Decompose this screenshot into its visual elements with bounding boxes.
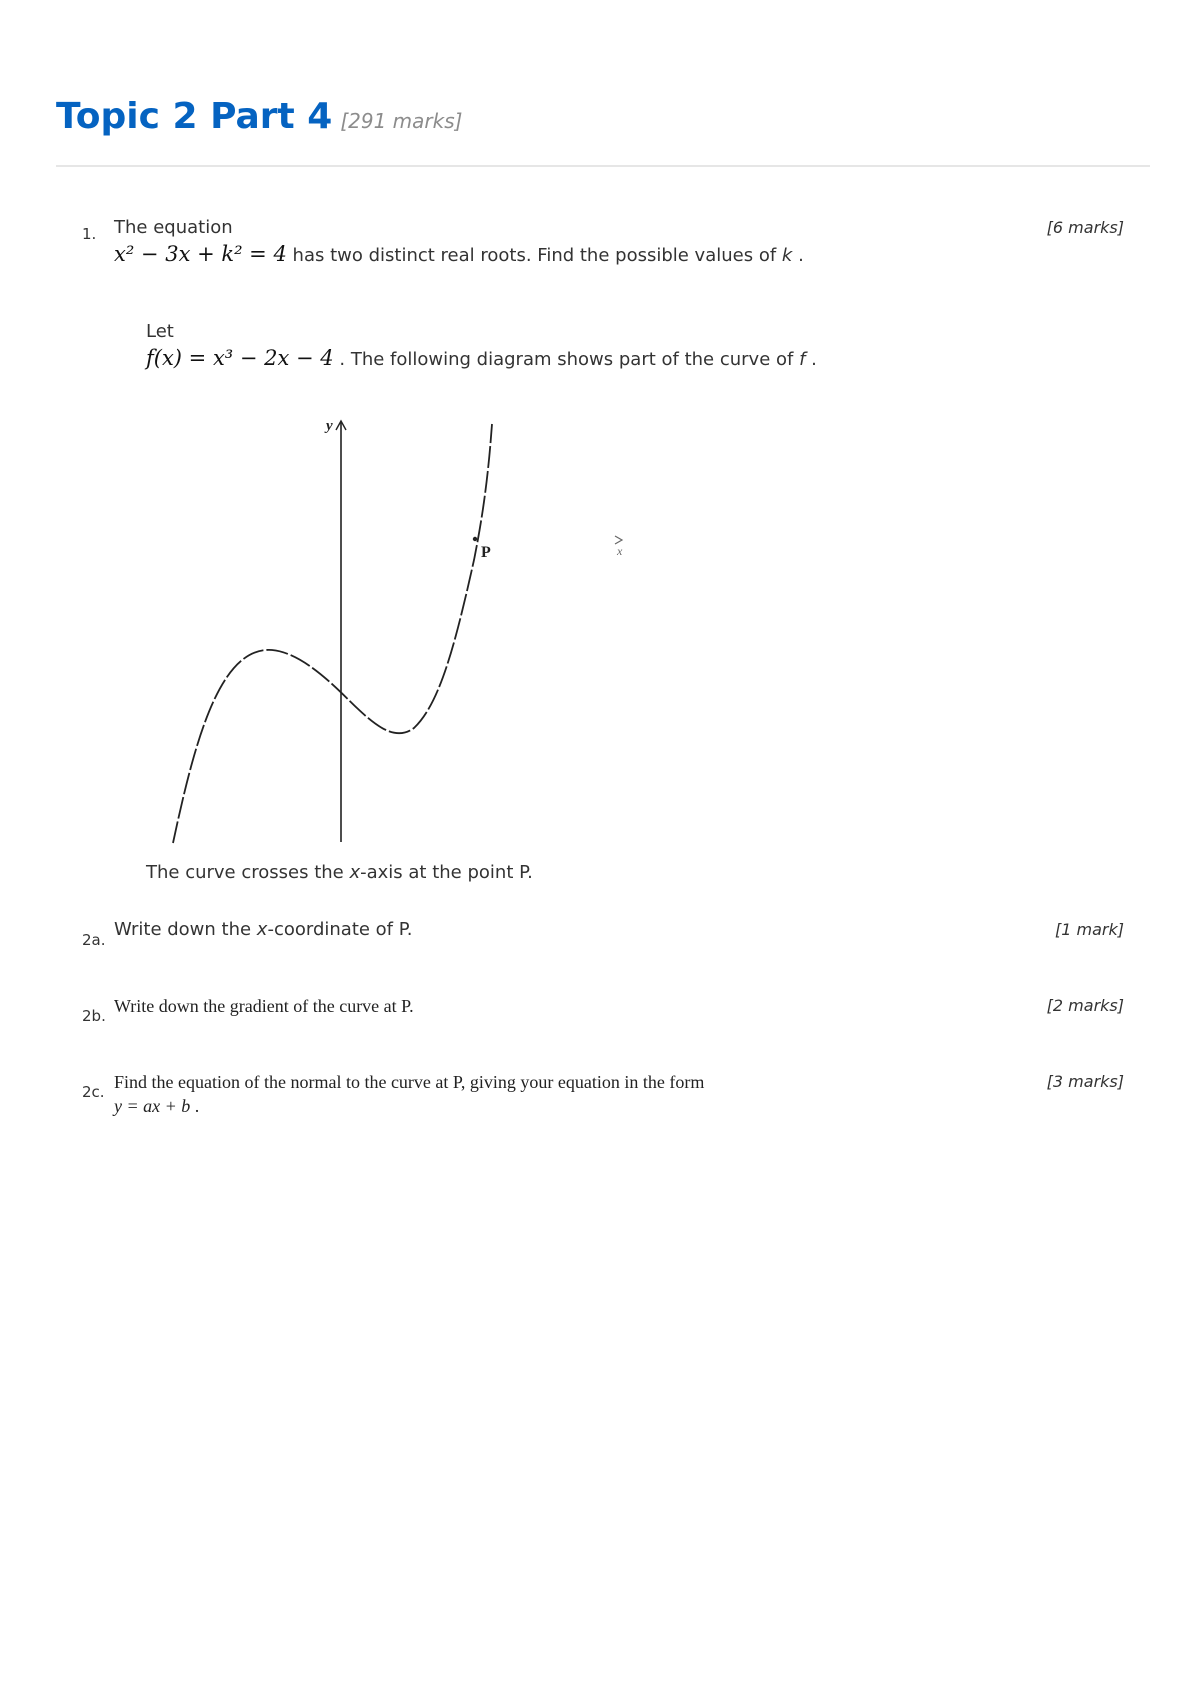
q2c-form: y = ax + b	[114, 1096, 191, 1116]
stem2-after-a: The curve crosses the	[146, 862, 350, 883]
q1-equation: x² − 3x + k² = 4	[114, 242, 287, 266]
stem2-let: Let	[146, 321, 174, 342]
q1-body	[114, 242, 804, 268]
q2c-end: .	[190, 1096, 200, 1116]
q2a-text-b: -coordinate of P.	[267, 919, 413, 940]
point-p-dot	[473, 537, 477, 541]
x-axis-arrow	[615, 536, 622, 544]
q2a-number: 2a.	[82, 931, 106, 949]
q1-intro: The equation	[114, 217, 233, 238]
q2a-text-a: Write down the	[114, 919, 257, 940]
q2a-text	[114, 918, 413, 942]
q2c-number: 2c.	[82, 1083, 105, 1101]
title-text: Topic 2 Part 4	[56, 96, 333, 137]
stem2-body	[146, 346, 817, 372]
cubic-curve-diagram	[170, 410, 650, 850]
point-p-label: P	[481, 544, 491, 561]
q1-marks: [6 marks]	[1046, 218, 1124, 237]
q1-var-k: k	[781, 245, 793, 266]
page-title	[56, 96, 462, 137]
title-divider	[56, 165, 1150, 167]
y-axis-label: y	[326, 418, 333, 434]
q2c-text: Find the equation of the normal to the curve at P, giving your equation in the form	[114, 1072, 705, 1092]
x-axis-label: x	[617, 544, 623, 558]
q1-text: has two distinct real roots. Find the possible values of	[286, 245, 782, 266]
stem2-after-b: -axis at the point P.	[360, 862, 533, 883]
stem2-text: . The following diagram shows part of the curve of	[333, 349, 800, 370]
stem2-end: .	[805, 349, 817, 370]
cubic-curve	[173, 424, 492, 843]
total-marks: [291 marks]	[340, 109, 463, 133]
stem2-after-x: x	[349, 862, 361, 883]
q2b-number: 2b.	[82, 1007, 106, 1025]
q1-number: 1.	[82, 225, 97, 243]
q2a-marks: [1 mark]	[1055, 920, 1124, 939]
q2b-text: Write down the gradient of the curve at P.	[114, 996, 414, 1016]
q2c-form-line	[114, 1094, 199, 1119]
stem2-function: f(x) = x³ − 2x − 4	[146, 346, 334, 370]
stem2-var-f: f	[799, 349, 806, 370]
q2c-marks: [3 marks]	[1046, 1072, 1124, 1091]
q2a-text-x: x	[256, 919, 268, 940]
stem2-after-diagram	[146, 861, 533, 885]
q2b-marks: [2 marks]	[1046, 996, 1124, 1015]
q1-end: .	[792, 245, 804, 266]
